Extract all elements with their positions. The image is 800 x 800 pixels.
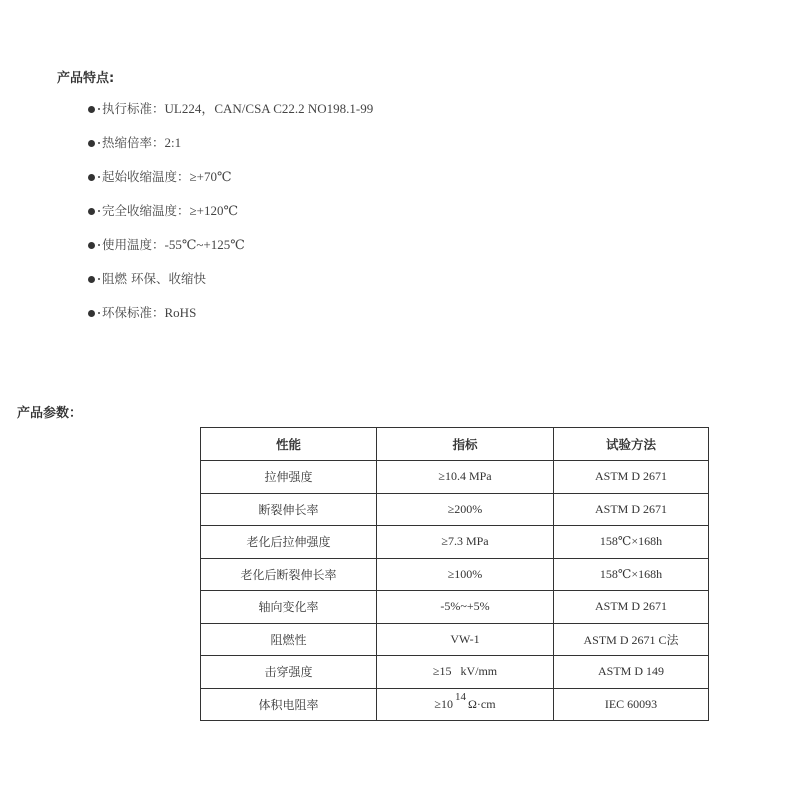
params-heading: 产品参数： (17, 406, 83, 421)
feature-value: ≥+120℃ (189, 203, 239, 218)
dot-icon (98, 210, 100, 212)
feature-label: 热缩倍率： (102, 135, 165, 150)
dot-icon (98, 312, 100, 314)
cell-property: 阻燃性 (201, 623, 377, 656)
cell-method: ASTM D 2671 (554, 461, 709, 494)
dot-icon (98, 278, 100, 280)
cell-method: 158℃×168h (554, 526, 709, 559)
feature-label: 阻燃 环保、收缩快 (102, 271, 206, 286)
table-header-row (201, 428, 709, 461)
cell-property: 拉伸强度 (201, 461, 377, 494)
feature-item (88, 134, 373, 168)
bullet-icon (88, 106, 95, 113)
table-row (201, 493, 709, 526)
dot-icon (98, 244, 100, 246)
cell-method: ASTM D 2671 C法 (554, 623, 709, 656)
table-row (201, 558, 709, 591)
dot-icon (98, 108, 100, 110)
table-row (201, 688, 709, 721)
table-row (201, 591, 709, 624)
feature-value: 2:1 (164, 135, 182, 150)
cell-property: 断裂伸长率 (201, 493, 377, 526)
feature-item (88, 100, 373, 134)
cell-method: IEC 60093 (554, 688, 709, 721)
feature-item (88, 270, 373, 304)
cell-spec (377, 688, 554, 721)
bullet-icon (88, 174, 95, 181)
cell-property: 击穿强度 (201, 656, 377, 689)
bullet-icon (88, 310, 95, 317)
params-table (200, 427, 709, 721)
features-heading: 产品特点: (57, 71, 115, 86)
bullet-icon (88, 140, 95, 147)
header-property: 性能 (201, 428, 377, 461)
feature-item (88, 236, 373, 270)
feature-label: 执行标准： (102, 101, 165, 116)
table-row (201, 656, 709, 689)
header-method: 试验方法 (554, 428, 709, 461)
feature-label: 使用温度： (102, 237, 165, 252)
table-row (201, 623, 709, 656)
cell-property: 轴向变化率 (201, 591, 377, 624)
feature-item (88, 304, 373, 338)
spec-exponent: 14 (455, 690, 466, 703)
bullet-icon (88, 242, 95, 249)
feature-value: -55℃~+125℃ (164, 237, 245, 252)
cell-property: 体积电阻率 (201, 688, 377, 721)
cell-method: ASTM D 149 (554, 656, 709, 689)
cell-method: ASTM D 2671 (554, 591, 709, 624)
cell-spec: -5%~+5% (377, 591, 554, 624)
cell-method: ASTM D 2671 (554, 493, 709, 526)
feature-label: 环保标准： (102, 305, 165, 320)
feature-value: UL224，CAN/CSA C22.2 NO198.1-99 (164, 101, 374, 116)
header-spec: 指标 (377, 428, 554, 461)
cell-spec: VW-1 (377, 623, 554, 656)
bullet-icon (88, 208, 95, 215)
feature-value: ≥+70℃ (189, 169, 232, 184)
cell-method: 158℃×168h (554, 558, 709, 591)
feature-label: 完全收缩温度： (102, 203, 190, 218)
cell-spec: ≥10.4 MPa (377, 461, 554, 494)
cell-spec: ≥100% (377, 558, 554, 591)
cell-property: 老化后拉伸强度 (201, 526, 377, 559)
cell-property: 老化后断裂伸长率 (201, 558, 377, 591)
cell-spec: ≥7.3 MPa (377, 526, 554, 559)
feature-item (88, 202, 373, 236)
cell-spec: ≥15 kV/mm (377, 656, 554, 689)
dot-icon (98, 142, 100, 144)
spec-unit: Ω·cm (468, 696, 496, 711)
feature-value: RoHS (164, 305, 197, 320)
dot-icon (98, 176, 100, 178)
features-list (88, 100, 373, 338)
spec-base: ≥10 (434, 696, 453, 711)
table-row (201, 526, 709, 559)
feature-item (88, 168, 373, 202)
bullet-icon (88, 276, 95, 283)
feature-label: 起始收缩温度： (102, 169, 190, 184)
table-row (201, 461, 709, 494)
cell-spec: ≥200% (377, 493, 554, 526)
